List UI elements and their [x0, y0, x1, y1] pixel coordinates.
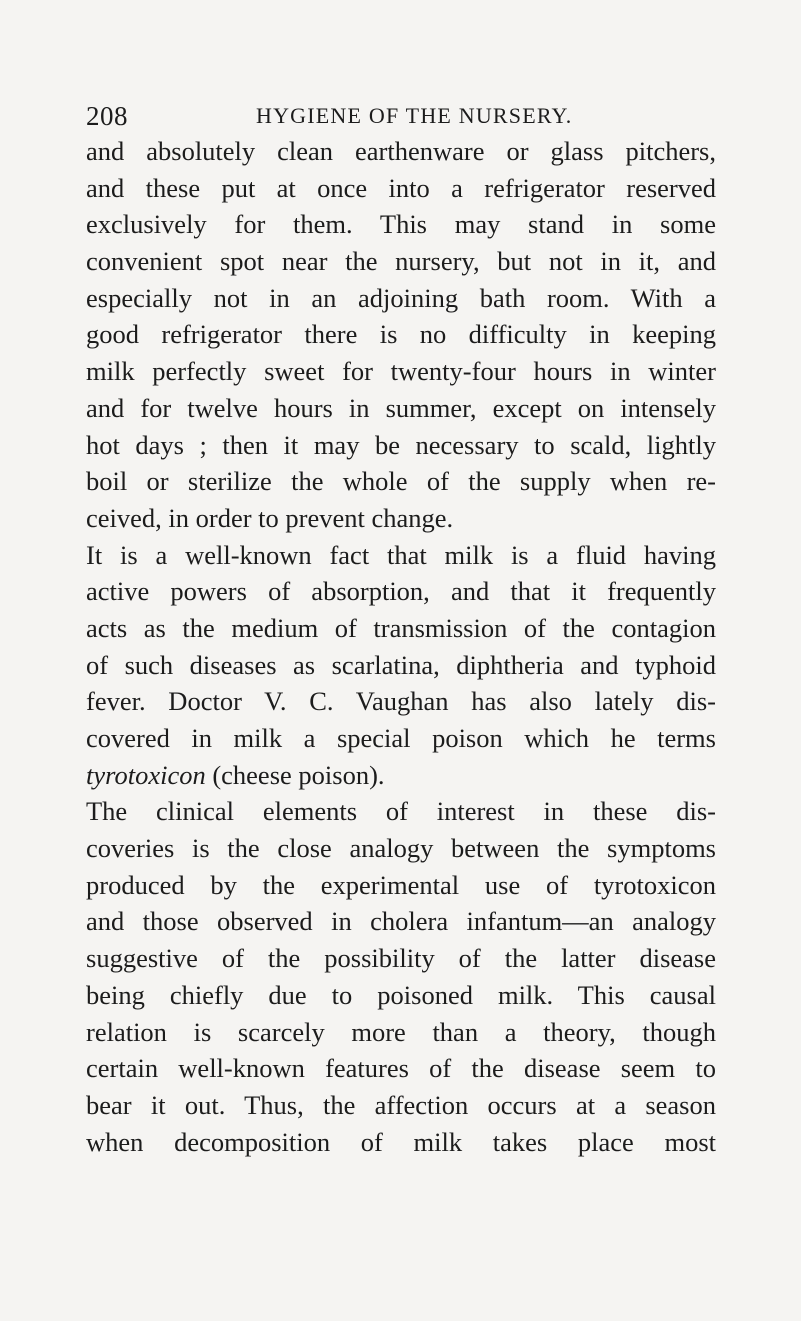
text-line: and absolutely clean earthenware or glass pitchers,: [86, 136, 716, 166]
text-line: fever. Doctor V. C. Vaughan has also lately dis-: [86, 686, 716, 717]
text-line: boil or sterilize the whole of the supply when re-: [86, 466, 716, 497]
text-line: of such diseases as scarlatina, diphtheria and typhoid: [86, 649, 716, 680]
text-line: and those observed in cholera infantum—an analogy: [86, 906, 716, 937]
text-line: milk perfectly sweet for twenty-four hours in winter: [86, 356, 716, 387]
text-line: suggestive of the possibility of the latter disease: [86, 943, 716, 974]
text-line-with-italic-term: [86, 757, 716, 794]
text-line: bear it out. Thus, the affection occurs at a season: [86, 1089, 716, 1120]
text-line: when decomposition of milk takes place most: [86, 1126, 716, 1157]
text-line: active powers of absorption, and that it frequently: [86, 576, 716, 607]
running-title: HYGIENE OF THE NURSERY.: [256, 103, 573, 128]
body-text: [86, 133, 716, 1160]
text-line: covered in milk a special poison which he terms: [86, 723, 716, 753]
text-line: acts as the medium of transmission of the contagion: [86, 612, 716, 643]
text-line: hot days ; then it may be necessary to scald, lightly: [86, 429, 716, 460]
text-line: and for twelve hours in summer, except on intensely: [86, 392, 716, 423]
text-line: ceived, in order to prevent change.: [86, 502, 454, 533]
text-line: certain well-known features of the disease seem to: [86, 1053, 716, 1084]
text-line: produced by the experimental use of tyrotoxicon: [86, 869, 716, 900]
running-head: [86, 98, 716, 134]
text-line: especially not in an adjoining bath room. With a: [86, 282, 716, 313]
text-line: The clinical elements of interest in these dis-: [86, 796, 716, 827]
text-line: convenient spot near the nursery, but not in it, and: [86, 246, 716, 277]
italic-term-gloss: (cheese poison).: [205, 759, 385, 790]
text-line: exclusively for them. This may stand in some: [86, 209, 716, 240]
text-line: It is a well-known fact that milk is a fluid having: [86, 539, 716, 570]
text-line: being chiefly due to poisoned milk. This causal: [86, 979, 716, 1010]
text-line: good refrigerator there is no difficulty in keeping: [86, 319, 716, 350]
text-line: and these put at once into a refrigerator reserved: [86, 172, 716, 203]
text-line: relation is scarcely more than a theory, though: [86, 1016, 716, 1047]
text-line: coveries is the close analogy between the symptoms: [86, 833, 716, 864]
page-number: 208: [86, 101, 128, 131]
italic-term: tyrotoxicon: [86, 759, 206, 790]
